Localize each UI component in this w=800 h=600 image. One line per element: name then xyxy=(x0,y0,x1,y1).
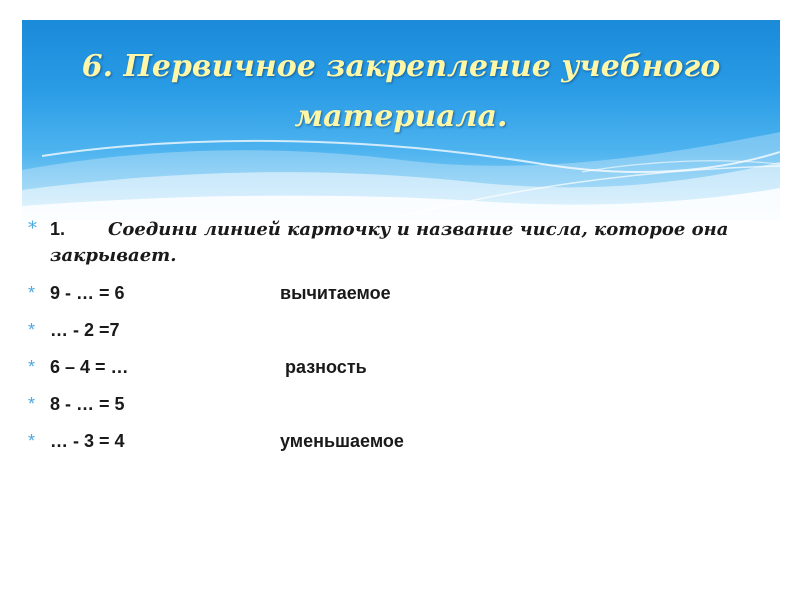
bullet-icon: * xyxy=(28,320,36,340)
bullet-list xyxy=(28,216,768,465)
expression: 8 - … = 5 xyxy=(50,394,125,414)
title-banner xyxy=(22,20,780,220)
term-label: уменьшаемое xyxy=(280,431,404,451)
list-item xyxy=(28,354,768,380)
slide-title-line1: 6. Первичное закрепление учебного xyxy=(81,49,721,84)
task-number: 1. xyxy=(50,219,66,239)
list-item xyxy=(28,391,768,417)
bullet-icon: * xyxy=(28,357,36,377)
bullet-icon: * xyxy=(28,431,36,451)
expression: … - 2 =7 xyxy=(50,320,120,340)
list-item xyxy=(28,280,768,306)
slide-title-line2: материала. xyxy=(294,99,508,134)
term-label: вычитаемое xyxy=(280,283,391,303)
task-instruction: Соедини линией карточку и название числа, которое она закрывает. xyxy=(50,219,729,266)
bullet-icon: * xyxy=(28,283,36,303)
expression: 6 – 4 = … xyxy=(50,357,129,377)
slide-title xyxy=(22,42,780,142)
term-label: разность xyxy=(285,357,367,377)
task-instruction-item xyxy=(28,216,768,269)
expression: … - 3 = 4 xyxy=(50,431,125,451)
list-item xyxy=(28,317,768,343)
bullet-icon: * xyxy=(28,218,37,239)
expression: 9 - … = 6 xyxy=(50,283,125,303)
list-item xyxy=(28,428,768,454)
bullet-icon: * xyxy=(28,394,36,414)
